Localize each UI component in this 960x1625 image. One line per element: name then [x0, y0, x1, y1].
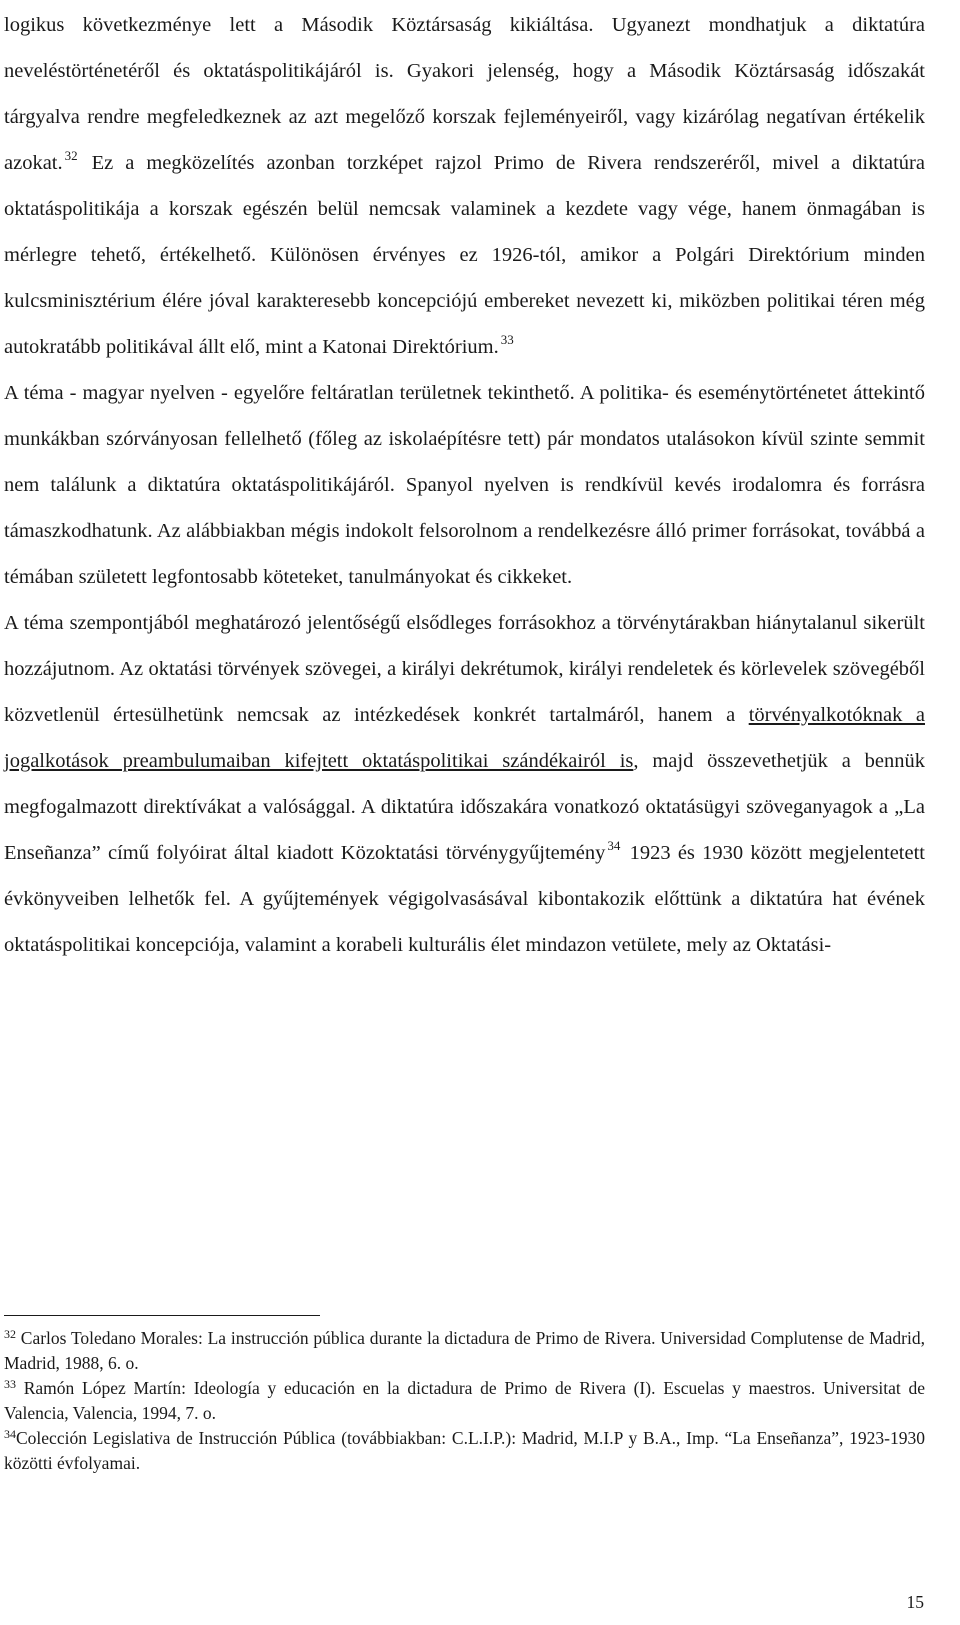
text-run: 1923 és 1930 között megjelentetett évkönyveiben lelhetők fel. A gyűjtemények végigolvasásával kibontakozik előttünk a diktatúra hat évének oktatáspolitikai koncepciója, valamint a korabeli kulturális élet mindazon vetülete, mely az Oktatási-: [4, 842, 925, 956]
text-run: A téma - magyar nyelven - egyelőre feltáratlan területnek tekinthető. A politika- és eseménytörténetet áttekintő munkákban szórványosan fellelhető (főleg az iskolaépítésre tett) pár mondatos utalásokon kívül szinte semmit nem találunk a diktatúra oktatáspolitikájáról. Spanyol nyelven is rendkívül kevés irodalomra és forrásra támaszkodhatunk. Az alábbiakban mégis indokolt felsorolnom a rendelkezésre álló primer forrásokat, továbbá a témában született legfontosabb köteteket, tanulmányokat és cikkeket.: [4, 382, 925, 588]
footnote-separator: [4, 1315, 320, 1316]
paragraph-1: [4, 2, 925, 370]
footnote-reference: 33: [500, 332, 514, 347]
footnote-number: 34: [4, 1427, 16, 1441]
footnote-32: [4, 1326, 925, 1376]
footnote-number: 32: [4, 1327, 16, 1341]
footnote-text: Carlos Toledano Morales: La instrucción pública durante la dictadura de Primo de Rivera. Universidad Complutense de Madrid, Madrid, 1988, 6. o.: [4, 1328, 925, 1373]
footnote-reference: 32: [64, 148, 78, 163]
text-run: A téma szempontjából meghatározó jelentőségű elsődleges forrásokhoz a törvénytárakban hiánytalanul sikerült hozzájutnom. Az oktatási törvények szövegei, a királyi dekrétumok, királyi rendeletek és körlevelek szövegéből közvetlenül értesülhetünk nemcsak az intézkedések konkrét tartalmáról, hanem a: [4, 612, 925, 726]
paragraph-2: [4, 370, 925, 600]
footnote-number: 33: [4, 1377, 16, 1391]
footnote-reference: 34: [607, 838, 621, 853]
text-run: , majd összevethetjük a bennük megfogalmazott direktívákat a valósággal. A diktatúra időszakára vonatkozó oktatásügyi szöveganyagok a „La Enseñanza” című folyóirat által kiadott Közoktatási törvénygyűjtemény: [4, 750, 925, 864]
page-number: 15: [906, 1592, 924, 1612]
footnote-text: Ramón López Martín: Ideología y educación en la dictadura de Primo de Rivera (I). Escuelas y maestros. Universitat de Valencia, Valencia, 1994, 7. o.: [4, 1378, 925, 1423]
footnote-text: Colección Legislativa de Instrucción Pública (továbbiakban: C.L.I.P.): Madrid, M.I.P y B.A., Imp. “La Enseñanza”, 1923-1930 közötti évfolyamai.: [4, 1428, 925, 1473]
footnote-33: [4, 1376, 925, 1426]
text-run: logikus következménye lett a Második Köztársaság kikiáltása. Ugyanezt mondhatjuk a diktatúra neveléstörténetéről és oktatáspolitikájáról is. Gyakori jelenség, hogy a Második Köztársaság időszakát tárgyalva rendre megfeledkeznek az azt megelőző korszak fejleményeiről, vagy kizárólag negatívan értékelik azokat.: [4, 14, 925, 174]
paragraph-3: [4, 600, 925, 968]
footnote-34: [4, 1426, 925, 1476]
underlined-text: törvényalkotóknak a jogalkotások preambulumaiban kifejtett oktatáspolitikai szándékairól is: [4, 704, 925, 772]
body-text: [4, 2, 925, 968]
footnotes: [4, 1326, 925, 1476]
text-run: Ez a megközelítés azonban torzképet rajzol Primo de Rivera rendszeréről, mivel a diktatúra oktatáspolitikája a korszak egészén belül nemcsak valaminek a kezdete vagy vége, hanem önmagában is mérlegre tehető, értékelhető. Különösen érvényes ez 1926-tól, amikor a Polgári Direktórium minden kulcsminisztérium élére jóval karakteresebb koncepciójú embereket nevezett ki, miközben politikai téren még autokratább politikával állt elő, mint a Katonai Direktórium.: [4, 152, 925, 358]
